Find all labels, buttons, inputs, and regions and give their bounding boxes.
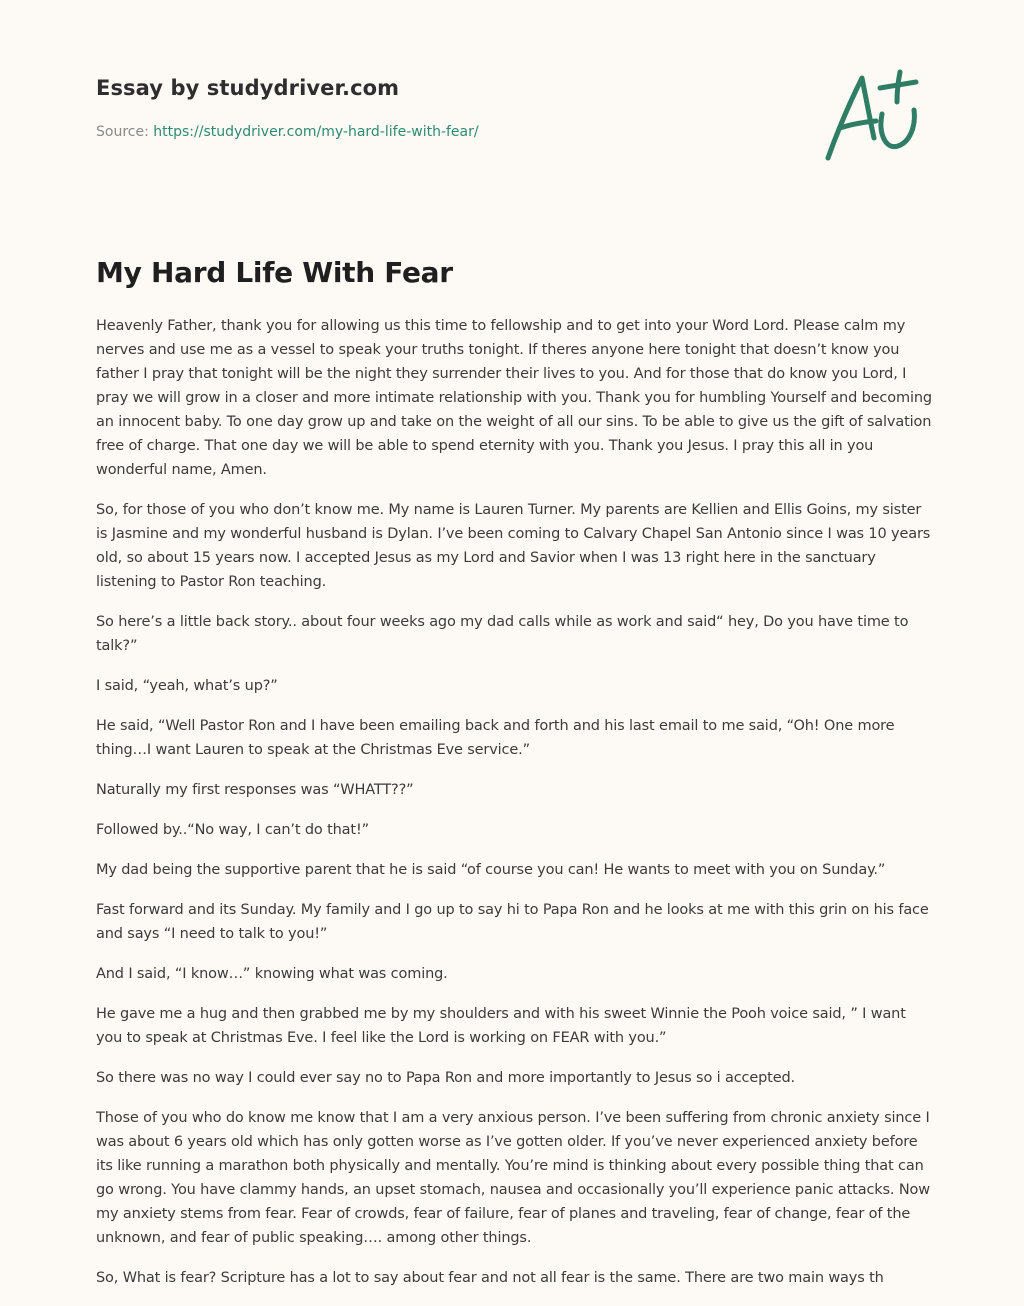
source-label: Source: [96, 124, 149, 140]
paragraph: Heavenly Father, thank you for allowing us this time to fellowship and to get into your Word Lord. Please calm my nerves and use me as a vessel to speak your truths tonight. If theres anyone here tonight that doesn’t know you father I pray that tonight will be the night they surrender their lives to you. And for those that do know you Lord, I pray we will grow in a closer and more intimate relationship with you. Thank you for humbling Yourself and becoming an innocent baby. To one day grow up and take on the weight of all our sins. To be able to give us the gift of salvation free of charge. That one day we will be able to spend eternity with you. Thank you Jesus. I pray this all in you wonderful name, Amen. [96, 318, 932, 478]
site-title: Essay by studydriver.com [96, 76, 400, 100]
essay-title: My Hard Life With Fear [96, 256, 453, 289]
paragraph: He said, “Well Pastor Ron and I have been emailing back and forth and his last email to me said, “Oh! One more thing…I want Lauren to speak at the Christmas Eve service.” [96, 718, 895, 758]
paragraph: My dad being the supportive parent that he is said “of course you can! He wants to meet with you on Sunday.” [96, 862, 886, 878]
paragraph: Naturally my first responses was “WHATT??” [96, 782, 414, 798]
paragraph: Followed by..“No way, I can’t do that!” [96, 822, 369, 838]
source-line [96, 124, 479, 140]
paragraph: So, What is fear? Scripture has a lot to say about fear and not all fear is the same. There are two main ways th [96, 1270, 884, 1286]
a-plus-logo-icon [818, 66, 930, 166]
paragraph: So there was no way I could ever say no to Papa Ron and more importantly to Jesus so i accepted. [96, 1070, 795, 1086]
paragraph: He gave me a hug and then grabbed me by my shoulders and with his sweet Winnie the Pooh voice said, ” I want you to speak at Christmas Eve. I feel like the Lord is working on FEAR with you.” [96, 1006, 906, 1046]
paragraph: I said, “yeah, what’s up?” [96, 678, 278, 694]
paragraph: Those of you who do know me know that I am a very anxious person. I’ve been suffering from chronic anxiety since I was about 6 years old which has only gotten worse as I’ve gotten older. If you’ve never experienced anxiety before its like running a marathon both physically and mentally. You’re mind is thinking about every possible thing that can go wrong. You have clammy hands, an upset stomach, nausea and occasionally you’ll experience panic attacks. Now my anxiety stems from fear. Fear of crowds, fear of failure, fear of planes and traveling, fear of change, fear of the unknown, and fear of public speaking…. among other things. [96, 1110, 930, 1246]
paragraph: And I said, “I know…” knowing what was coming. [96, 966, 448, 982]
essay-body [96, 314, 932, 1306]
paragraph: So, for those of you who don’t know me. My name is Lauren Turner. My parents are Kellien and Ellis Goins, my sister is Jasmine and my wonderful husband is Dylan. I’ve been coming to Calvary Chapel San Antonio since I was 10 years old, so about 15 years now. I accepted Jesus as my Lord and Savior when I was 13 right here in the sanctuary listening to Pastor Ron teaching. [96, 502, 931, 590]
paragraph: Fast forward and its Sunday. My family and I go up to say hi to Papa Ron and he looks at me with this grin on his face and says “I need to talk to you!” [96, 902, 929, 942]
source-link[interactable]: https://studydriver.com/my-hard-life-with-fear/ [153, 124, 479, 140]
paragraph: So here’s a little back story.. about four weeks ago my dad calls while as work and said“ hey, Do you have time to talk?” [96, 614, 909, 654]
